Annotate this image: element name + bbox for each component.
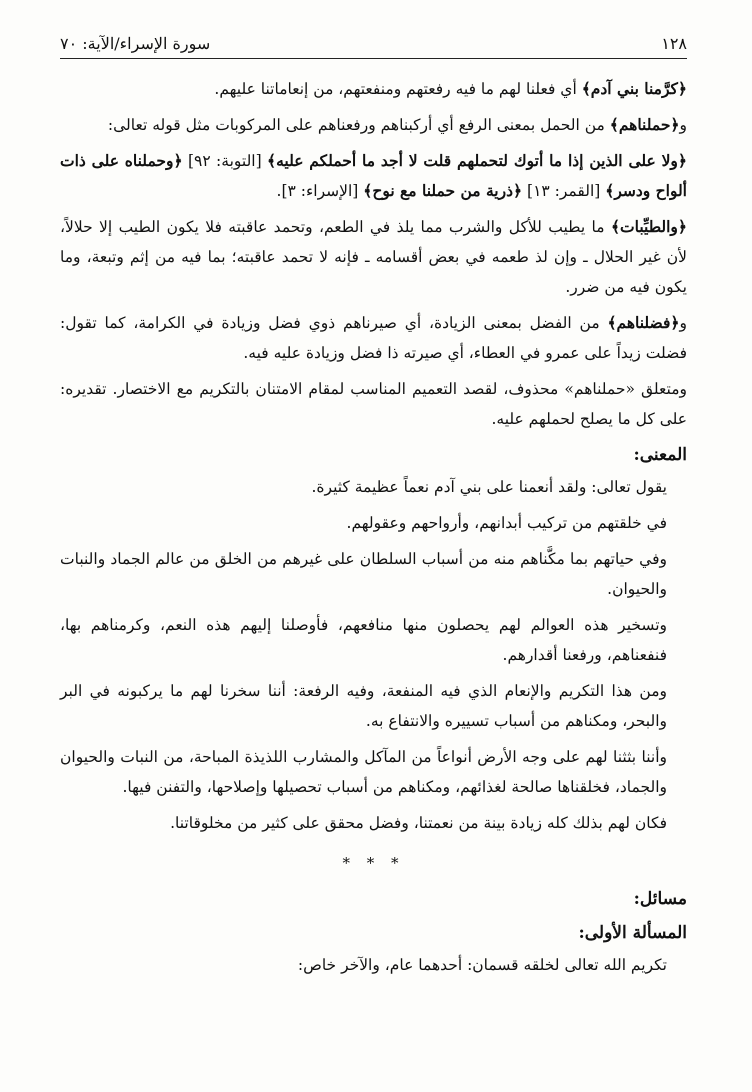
page-content (60, 74, 687, 986)
quranic-term: ﴿حملناهم﴾ (609, 115, 680, 134)
meaning-line: في خلقتهم من تركيب أبدانهم، وأرواحهم وعقولهم. (346, 514, 667, 532)
quranic-term: ﴿كرَّمنا بني آدم﴾ (581, 79, 687, 98)
conjunction: و (679, 314, 687, 332)
paragraph-text: من الفضل بمعنى الزيادة، أي صيرناهم ذوي فضل وزيادة في الكرامة، كما تقول: فضلت زيداً على عمرو في العطاء، أي صيرته ذا فضل وزيادة عليه فيه. (60, 314, 687, 362)
issue-one-heading: المسألة الأولى: (578, 923, 687, 943)
issue-one-text: تكريم الله تعالى لخلقه قسمان: أحدهما عام، والآخر خاص: (297, 956, 667, 974)
meaning-line: وأننا بثثنا لهم على وجه الأرض أنواعاً من المآكل والمشارب اللذيذة المباحة، من النبات والحيوان والجماد، فخلقناها صالحة لغذائهم، ومكناهم من أسباب تحصيلها وإصلاحها، والتفنن فيها. (60, 748, 667, 796)
paragraph-karramna (60, 74, 687, 104)
section-separator: * * * (342, 854, 405, 872)
paragraph-verses (60, 146, 687, 206)
meaning-heading: المعنى: (633, 445, 687, 465)
verse-ref: [الإسراء: ٣]. (276, 182, 364, 200)
verse-ref: [القمر: ١٣] (522, 182, 606, 200)
meaning-line: ومن هذا التكريم والإنعام الذي فيه المنفعة، وفيه الرفعة: أننا سخرنا لهم ما يركبونه في البر والبحر، ومكناهم من أسباب تسييره والانتفاع به. (60, 682, 667, 730)
paragraph-mutaalliq: ومتعلق «حملناهم» محذوف، لقصد التعميم المناسب لمقام الامتنان بالتكريم مع الاختصار. تقديره: على كل ما يصلح لحملهم عليه. (60, 380, 687, 428)
paragraph-text: من الحمل بمعنى الرفع أي أركبناهم ورفعناهم على المركوبات مثل قوله تعالى: (107, 116, 610, 134)
meaning-line: يقول تعالى: ولقد أنعمنا على بني آدم نعماً عظيمة كثيرة. (311, 478, 667, 496)
quranic-term: ﴿والطيِّبات﴾ (610, 217, 687, 236)
verse-quote: ﴿ولا على الذين إذا ما أتوك لتحملهم قلت لا أجد ما أحملكم عليه﴾ (267, 151, 687, 170)
issues-heading: مسائل: (633, 889, 687, 909)
paragraph-faddalnahum (60, 308, 687, 368)
page-number: ١٢٨ (661, 33, 687, 53)
conjunction: و (679, 116, 687, 134)
verse-quote: ﴿وحملناه على ذات ألواح ودسر﴾ (60, 151, 687, 200)
meaning-line: وتسخير هذه العوالم لهم يحصلون منها منافعهم، فأوصلنا إليهم هذه النعم، وكرمناهم بها، فنفعناهم، ورفعنا أقدارهم. (60, 616, 667, 664)
paragraph-text: أي فعلنا لهم ما فيه رفعتهم ومنفعتهم، من إنعاماتنا عليهم. (214, 80, 582, 98)
verse-ref: [التوبة: ٩٢] (182, 152, 268, 170)
surah-reference: سورة الإسراء/الآية: ٧٠ (60, 33, 211, 53)
paragraph-text: ما يطيب للأكل والشرب مما يلذ في الطعم، وتحمد عاقبته فلا يكون الطيب إلا حلالاً، لأن غير الحلال ـ وإن لذ طعمه في بعض أقسامه ـ فإنه لا تحمد عاقبته؛ بما فيه من إثم وتبعة، وما يكون فيه من ضرر. (60, 218, 687, 296)
page-header (60, 30, 687, 56)
paragraph-hamalnahum (60, 110, 687, 140)
meaning-line: فكان لهم بذلك كله زيادة بينة من نعمتنا، وفضل محقق على كثير من مخلوقاتنا. (170, 814, 667, 832)
quranic-term: ﴿فضلناهم﴾ (607, 313, 680, 332)
verse-quote: ﴿ذرية من حملنا مع نوح﴾ (363, 181, 523, 200)
header-divider (60, 58, 687, 59)
meaning-line: وفي حياتهم بما مكَّناهم منه من أسباب السلطان على غيرهم من الخلق من عالم الجماد والنبات والحيوان. (60, 550, 667, 598)
paragraph-tayyibat (60, 212, 687, 302)
